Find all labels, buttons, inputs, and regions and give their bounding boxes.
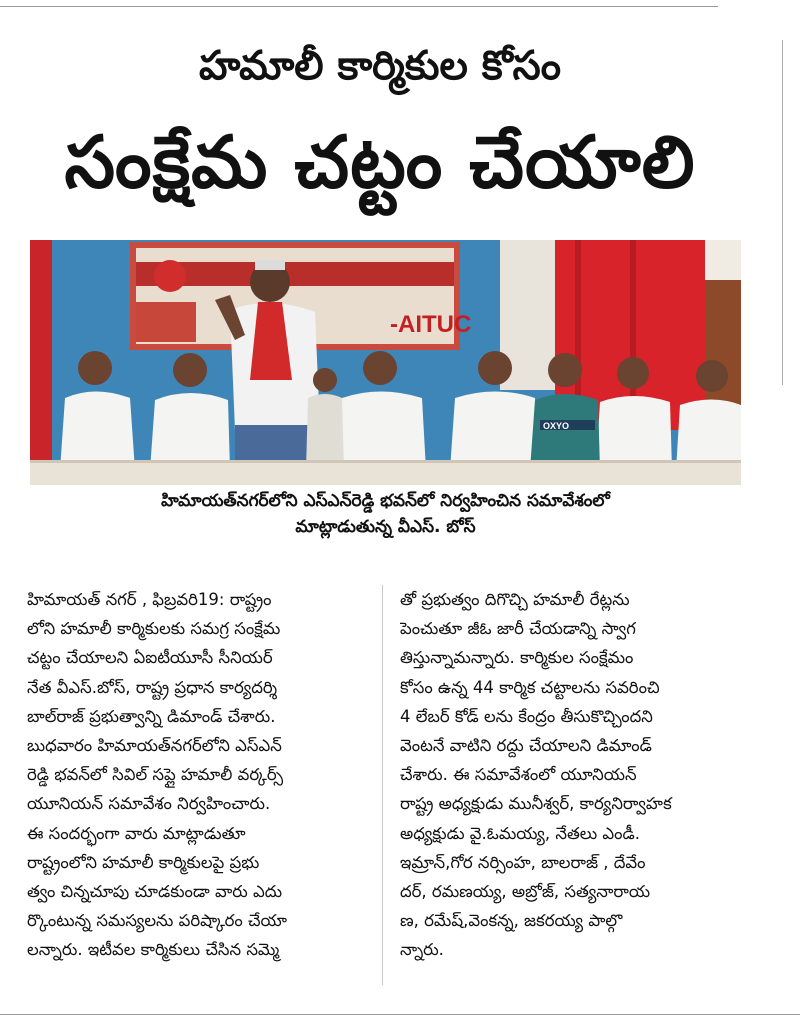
text-line: అధ్యక్షుడు వై.ఓమయ్య, నేతలు ఎండీ.: [400, 823, 640, 843]
text-line: తో ప్రభుత్వం దిగొచ్చి హమాలీ రేట్లను: [400, 590, 630, 609]
text-line: వెంటనే వాటిని రద్దు చేయాలని డిమాండ్: [400, 736, 652, 756]
text-line: హిమాయత్ నగర్ , ఫిబ్రవరి19: రాష్ట్రం: [27, 590, 272, 609]
news-photo: [30, 240, 741, 485]
text-line: ఈ సందర్భంగా వారు మాట్లాడుతూ: [27, 823, 246, 843]
text-line: యూనియన్ సమావేశం నిర్వహించారు.: [27, 794, 271, 814]
text-line: చట్టం చేయాలని ఏఐటీయూసీ సీనియర్: [27, 648, 273, 668]
text-line: లోని హమాలీ కార్మికులకు సమగ్ర సంక్షేమ: [27, 619, 281, 639]
text-line: పెంచుతూ జీఓ జారీ చేయడాన్ని స్వాగ: [400, 619, 636, 639]
text-line: 4 లేబర్ కోడ్ లను కేంద్రం తీసుకొచ్చిందని: [400, 706, 653, 726]
text-line: త్వం చిన్నచూపు చూడకుండా వారు ఎదు: [27, 882, 283, 902]
photo-caption: [30, 488, 741, 540]
text-line: రెడ్డి భవన్‌లో సివిల్ సప్లై హమాలీ వర్కర్స్: [27, 765, 284, 785]
text-line: రాష్ట్రంలోని హమాలీ కార్మికులపై ప్రభు: [27, 852, 260, 872]
text-line: బాల్‌రాజ్ ప్రభుత్వాన్ని డిమాండ్ చేశారు.: [27, 706, 276, 726]
bottom-rule: [0, 1014, 800, 1015]
column-divider: [382, 585, 383, 985]
side-rule: [782, 40, 783, 385]
text-line: ర్కొంటున్న సమస్యలను పరిష్కారం చేయా: [27, 911, 288, 931]
article-kicker: హమాలీ కార్మికుల కోసం: [198, 43, 561, 89]
text-line: కోసం ఉన్న 44 కార్మిక చట్టాలను సవరించి: [400, 677, 660, 697]
text-line: చేశారు. ఈ సమావేశంలో యూనియన్: [400, 765, 637, 785]
text-line: దర్, రమణయ్య, అబ్రోజ్, సత్యనారాయ: [400, 882, 651, 902]
text-line: ణ, రమేష్,వెంకన్న, జకరయ్య పాల్గొ: [400, 911, 623, 931]
text-line: లన్నారు. ఇటీవల కార్మికులు చేసిన సమ్మె: [27, 940, 280, 960]
article-column-2: [400, 585, 732, 965]
article-column-1: [27, 585, 359, 965]
article-headline: సంక్షేమ చట్టం చేయాలి: [64, 120, 696, 204]
banner-aituc: -AITUC: [390, 311, 472, 338]
text-line: తిస్తున్నామన్నారు. కార్మికుల సంక్షేమం: [400, 648, 634, 668]
top-rule: [0, 6, 718, 7]
caption-line: హిమాయత్‌నగర్‌లోని ఎస్‌ఎన్‌రెడ్డి భవన్‌లో నిర్వహించిన సమావేశంలో: [161, 491, 610, 511]
text-line: నేత వీఎస్.బోస్, రాష్ట్ర ప్రధాన కార్యదర్శి: [27, 677, 278, 697]
text-line: ఇమ్రాన్,గోర నర్సింహ, బాలరాజ్ , దేవేం: [400, 852, 646, 872]
caption-line: మాట్లాడుతున్న వీఎస్. బోస్: [295, 517, 476, 537]
text-line: బుధవారం హిమాయత్‌నగర్‌లోని ఎస్ఎన్: [27, 736, 282, 756]
text-line: న్నారు.: [400, 940, 444, 960]
text-line: రాష్ట్ర అధ్యక్షుడు మునీశ్వర్, కార్యనిర్వాహక: [400, 794, 672, 814]
shirt-text: OXYO: [543, 421, 570, 431]
